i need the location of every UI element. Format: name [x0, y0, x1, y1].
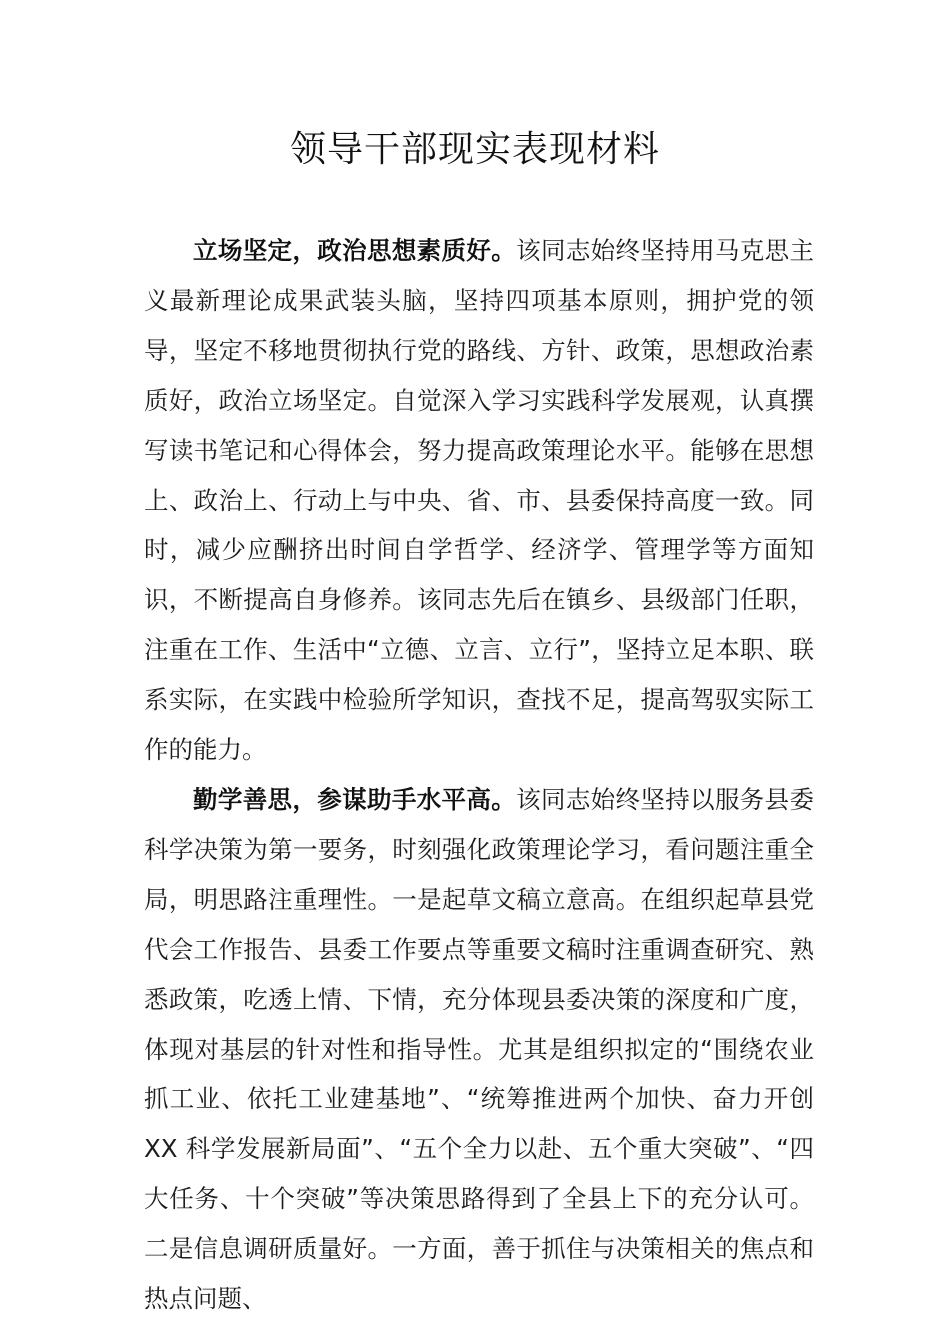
paragraph-2-text: 该同志始终坚持以服务县委科学决策为第一要务，时刻强化政策理论学习，看问题注重全局，明思路注重理性。一是起草文稿立意高。在组织起草县党代会工作报告、县委工作要点等重要文稿时注重调查研究、熟悉政策，吃透上情、下情，充分体现县委决策的深度和广度，体现对基层的针对性和指导性。尤其是组织拟定的“围绕农业抓工业、依托工业建基地”、“统筹推进两个加快、奋力开创 XX 科学发展新局面”、“五个全力以赴、五个重大突破”、“四大任务、十个突破”等决策思路得到了全县上下的充分认可。二是信息调研质量好。一方面，善于抓住与决策相关的焦点和热点问题、 — [144, 784, 815, 1314]
document-title: 领导干部现实表现材料 — [289, 129, 660, 170]
paragraph-1-text: 该同志始终坚持用马克思主义最新理论成果武装头脑，坚持四项基本原则，拥护党的领导，坚定不移地贯彻执行党的路线、方针、政策，思想政治素质好，政治立场坚定。自觉深入学习实践科学发展观，认真撰写读书笔记和心得体会，努力提高政策理论水平。能够在思想上、政治上、行动上与中央、省、市、县委保持高度一致。同时，减少应酬挤出时间自学哲学、经济学、管理学等方面知识，不断提高自身修养。该同志先后在镇乡、县级部门任职，注重在工作、生活中“立德、立言、立行”，坚持立足本职、联系实际，在实践中检验所学知识，查找不足，提高驾驭实际工作的能力。 — [144, 236, 815, 765]
paragraph-1 — [144, 226, 814, 775]
paragraph-1-lead: 立场坚定，政治思想素质好。 — [193, 236, 517, 265]
document-body — [144, 226, 814, 1324]
paragraph-2-lead: 勤学善思，参谋助手水平高。 — [193, 784, 517, 814]
paragraph-2 — [144, 775, 814, 1324]
